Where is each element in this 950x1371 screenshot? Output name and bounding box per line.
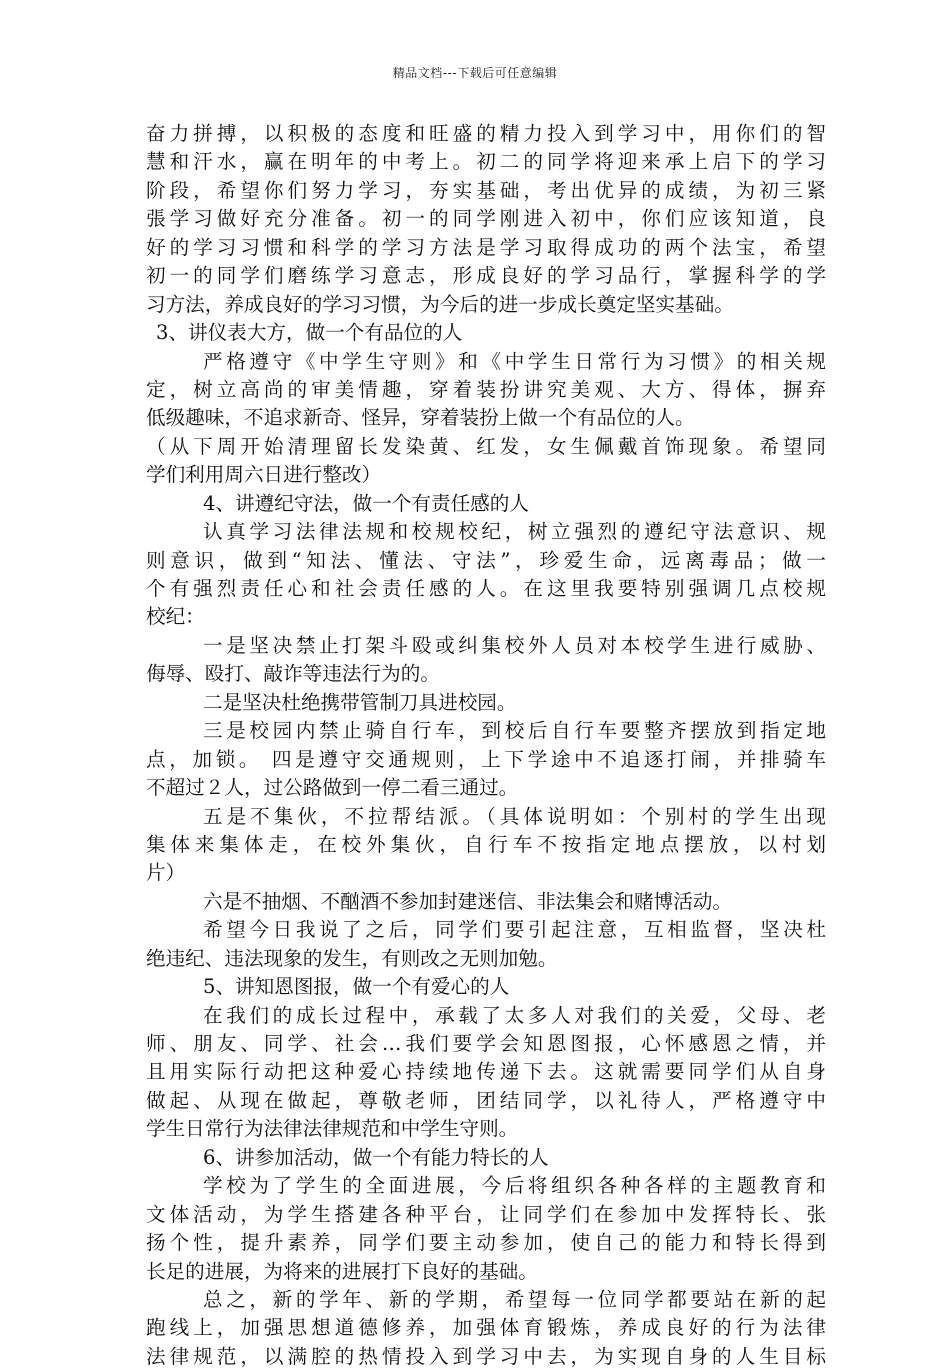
text-line: 认真学习法律法规和校规校纪，树立强烈的遵纪守法意识、规 [203,520,826,544]
text-line: 师、朋友、同学、社会…我们要学会知恩图报，心怀感恩之情，并 [146,1032,826,1055]
text-line: 不超过２人，过公路做到一停二看三通过。 [146,776,519,800]
document-body [146,120,826,1371]
text-line: 希望今日我说了之后，同学们要引起注意，互相监督，坚决杜 [203,918,826,942]
text-line: 在我们的成长过程中，承载了太多人对我们的关爱，父母、老 [203,1003,826,1027]
text-line: 法律规范，以满腔的热情投入到学习中去，为实现自身的人生目标 [146,1344,826,1368]
text-line: 好的学习习惯和科学的学习方法是学习取得成功的两个法宝，希望 [146,235,826,259]
section-heading-4: 4、讲遵纪守法，做一个有责任感的人 [203,491,529,515]
text-line: 学校为了学生的全面进展，今后将组织各种各样的主题教育和 [203,1174,826,1198]
text-line: 个有强烈责任心和社会责任感的人。在这里我要特别强调几点校规 [146,577,826,600]
text-line: 五是不集伙，不拉帮结派。（具体说明如：个别村的学生出现 [203,804,826,828]
text-line: 习方法，养成良好的学习习惯，为今后的进一步成长奠定坚实基础。 [146,292,734,316]
text-line: 严格遵守《中学生守则》和《中学生日常行为习惯》的相关规 [203,349,826,373]
text-line: 总之，新的学年、新的学期，希望每一位同学都要站在新的起 [203,1287,826,1311]
text-line: 学生日常行为法律法律规范和中学生守则。 [146,1117,519,1141]
text-line: 三是校园内禁止骑自行车，到校后自行车要整齐摆放到指定地 [203,719,826,743]
text-line: 做起、从现在做起，尊敬老师，团结同学，以礼待人，严格遵守中 [146,1088,826,1112]
text-line: 低级趣味，不追求新奇、怪异，穿着装扮上做一个有品位的人。 [146,406,695,430]
text-line: 片） [146,861,186,885]
text-line: 学们利用周六日进行整改） [146,463,382,487]
section-heading-6: 6、讲参加活动，做一个有能力特长的人 [203,1145,549,1169]
page-header: 精品文档---下载后可任意编辑 [392,66,558,80]
section-heading-3: 3、讲仪表大方，做一个有品位的人 [156,321,463,345]
text-line: 侮辱、殴打、敲诈等违法行为的。 [146,662,440,686]
text-line: 点，加锁。 四是遵守交通规则，上下学途中不追逐打闹，并排骑车 [146,747,826,771]
text-line: 且用实际行动把这种爱心持续地传递下去。这就需要同学们从自身 [146,1060,826,1084]
text-line: 跑线上，加强思想道德修养，加强体育锻炼，养成良好的行为法律 [146,1316,826,1340]
text-line: 文体活动，为学生搭建各种平台，让同学们在参加中发挥特长、张 [146,1202,826,1226]
text-line: 阶段，希望你们努力学习，夯实基础，考出优异的成绩，为初三紧 [146,178,826,202]
text-line: 慧和汗水，赢在明年的中考上。初二的同学将迎来承上启下的学习 [146,150,826,174]
text-line: 一是坚决禁止打架斗殴或纠集校外人员对本校学生进行威胁、 [203,633,826,657]
text-line: 定，树立高尚的审美情趣，穿着装扮讲究美观、大方、得体，摒弃 [146,377,826,401]
text-line: 二是坚决杜绝携带管制刀具进校园。 [203,690,517,714]
text-line: （从下周开始清理留长发染黄、红发，女生佩戴首饰现象。希望同 [146,434,826,458]
text-line: 初一的同学们磨练学习意志，形成良好的学习品行，掌握科学的学 [146,264,826,288]
text-line: 则意识，做到“知法、懂法、守法”，珍爱生命，远离毒品；做一 [146,548,826,572]
text-line: 扬个性，提升素养，同学们要主动参加，使自己的能力和特长得到 [146,1231,826,1255]
text-line: 长足的进展，为将来的进展打下良好的基础。 [146,1259,538,1283]
text-line: 奋力拼搏，以积极的态度和旺盛的精力投入到学习中，用你们的智 [146,122,826,145]
text-line: 六是不抽烟、不酗酒不参加封建迷信、非法集会和赌博活动。 [203,889,733,913]
text-line: 張学习做好充分准备。初一的同学刚进入初中，你们应该知道，良 [146,207,826,231]
text-line: 集体来集体走，在校外集伙，自行车不按指定地点摆放，以村划 [146,832,826,856]
text-line: 校纪： [146,605,205,629]
text-line: 绝违纪、违法现象的发生，有则改之无则加勉。 [146,946,558,970]
section-heading-5: 5、讲知恩图报，做一个有爱心的人 [203,975,510,999]
